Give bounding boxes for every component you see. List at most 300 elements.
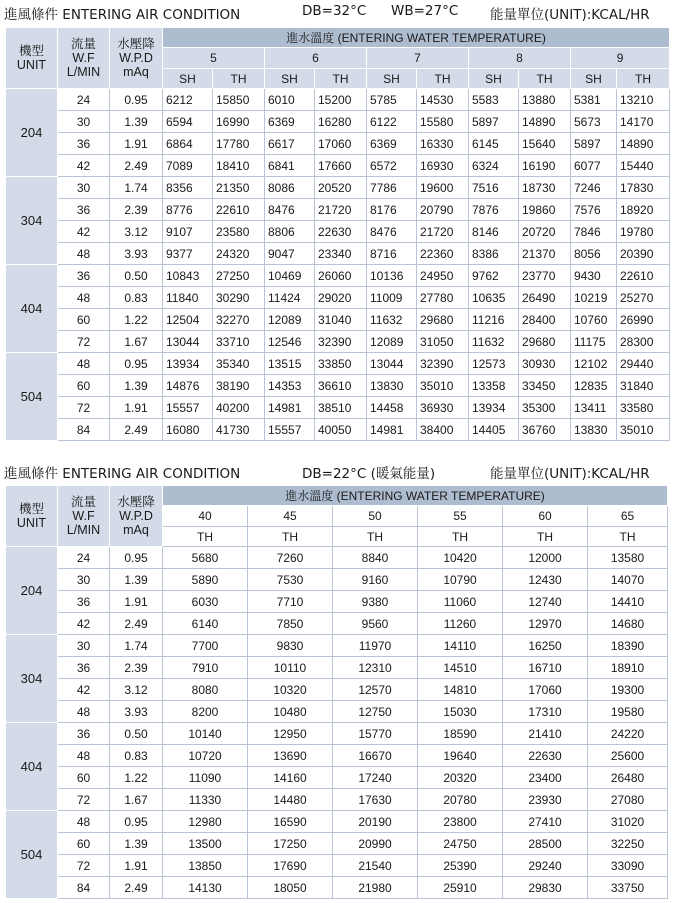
wpd-cell: 1.22 — [110, 309, 163, 331]
capacity-cell: 14170 — [617, 111, 670, 133]
model-cell: 404 — [6, 723, 58, 811]
capacity-cell: 10140 — [163, 723, 248, 745]
capacity-cell: 7876 — [469, 199, 519, 221]
flow-cell: 36 — [58, 657, 110, 679]
capacity-cell: 7910 — [163, 657, 248, 679]
capacity-cell: 7530 — [248, 569, 333, 591]
capacity-cell: 11009 — [367, 287, 417, 309]
total-heat-header: TH — [248, 527, 333, 547]
model-cell: 304 — [6, 635, 58, 723]
sensible-heat-header: SH — [469, 69, 519, 89]
capacity-cell: 9047 — [265, 243, 315, 265]
capacity-cell: 31020 — [588, 811, 668, 833]
capacity-cell: 10136 — [367, 265, 417, 287]
capacity-cell: 8386 — [469, 243, 519, 265]
capacity-cell: 6212 — [163, 89, 213, 111]
flow-cell: 42 — [58, 221, 110, 243]
capacity-cell: 30930 — [519, 353, 571, 375]
table-row — [6, 309, 670, 331]
capacity-cell: 9762 — [469, 265, 519, 287]
flow-cell: 60 — [58, 833, 110, 855]
capacity-cell: 17250 — [248, 833, 333, 855]
flow-cell: 48 — [58, 243, 110, 265]
capacity-cell: 12970 — [503, 613, 588, 635]
capacity-cell: 9107 — [163, 221, 213, 243]
capacity-cell: 13690 — [248, 745, 333, 767]
capacity-cell: 20780 — [418, 789, 503, 811]
table-row — [6, 833, 668, 855]
wpd-cell: 1.67 — [110, 331, 163, 353]
capacity-cell: 6841 — [265, 155, 315, 177]
capacity-cell: 22630 — [503, 745, 588, 767]
capacity-cell: 17830 — [617, 177, 670, 199]
capacity-cell: 12573 — [469, 353, 519, 375]
capacity-cell: 8080 — [163, 679, 248, 701]
capacity-cell: 18590 — [418, 723, 503, 745]
flow-cell: 60 — [58, 767, 110, 789]
flow-cell: 30 — [58, 177, 110, 199]
capacity-cell: 15557 — [163, 397, 213, 419]
capacity-cell: 13850 — [163, 855, 248, 877]
table-row — [6, 701, 668, 723]
capacity-cell: 15440 — [617, 155, 670, 177]
capacity-cell: 6369 — [367, 133, 417, 155]
capacity-cell: 5897 — [571, 133, 617, 155]
capacity-cell: 17630 — [333, 789, 418, 811]
capacity-cell: 6122 — [367, 111, 417, 133]
capacity-cell: 10219 — [571, 287, 617, 309]
table-row — [6, 613, 668, 635]
capacity-cell: 19860 — [519, 199, 571, 221]
dry-bulb-label: DB=22°C (暖氣能量) — [302, 466, 436, 482]
flow-cell: 60 — [58, 375, 110, 397]
capacity-cell: 11260 — [418, 613, 503, 635]
capacity-cell: 29020 — [315, 287, 367, 309]
total-heat-header: TH — [588, 527, 668, 547]
capacity-cell: 12980 — [163, 811, 248, 833]
flow-header: 流量 W.F L/MIN — [58, 28, 110, 89]
heating-title-row — [0, 459, 673, 481]
capacity-cell: 17660 — [315, 155, 367, 177]
capacity-cell: 33710 — [213, 331, 265, 353]
wpd-cell: 1.91 — [110, 133, 163, 155]
capacity-cell: 23930 — [503, 789, 588, 811]
capacity-cell: 24220 — [588, 723, 668, 745]
water-temp-60: 60 — [503, 506, 588, 527]
capacity-cell: 24750 — [418, 833, 503, 855]
heating-table-body — [6, 547, 668, 899]
capacity-cell: 8476 — [367, 221, 417, 243]
capacity-cell: 33580 — [617, 397, 670, 419]
table-row — [6, 767, 668, 789]
table-row — [6, 375, 670, 397]
table-row — [6, 635, 668, 657]
capacity-cell: 11632 — [469, 331, 519, 353]
capacity-cell: 31050 — [417, 331, 469, 353]
wpd-cell: 2.39 — [110, 657, 163, 679]
capacity-cell: 14981 — [367, 419, 417, 441]
capacity-cell: 8776 — [163, 199, 213, 221]
capacity-cell: 8356 — [163, 177, 213, 199]
table-row — [6, 221, 670, 243]
model-cell: 204 — [6, 89, 58, 177]
capacity-cell: 8146 — [469, 221, 519, 243]
capacity-cell: 21720 — [417, 221, 469, 243]
heating-table-header — [6, 486, 668, 547]
wpd-cell: 0.83 — [110, 745, 163, 767]
wpd-cell: 1.39 — [110, 569, 163, 591]
capacity-cell: 8840 — [333, 547, 418, 569]
capacity-cell: 26490 — [519, 287, 571, 309]
capacity-cell: 14810 — [418, 679, 503, 701]
capacity-cell: 14410 — [588, 591, 668, 613]
table-row — [6, 397, 670, 419]
flow-cell: 24 — [58, 89, 110, 111]
capacity-cell: 19300 — [588, 679, 668, 701]
capacity-cell: 16590 — [248, 811, 333, 833]
capacity-cell: 10110 — [248, 657, 333, 679]
capacity-cell: 7576 — [571, 199, 617, 221]
wpd-cell: 1.74 — [110, 177, 163, 199]
wpd-cell: 1.91 — [110, 397, 163, 419]
capacity-cell: 35010 — [617, 419, 670, 441]
wpd-cell: 0.50 — [110, 265, 163, 287]
capacity-cell: 11840 — [163, 287, 213, 309]
table-row — [6, 569, 668, 591]
capacity-cell: 21350 — [213, 177, 265, 199]
wpd-cell: 1.22 — [110, 767, 163, 789]
capacity-cell: 9830 — [248, 635, 333, 657]
wpd-cell: 1.39 — [110, 833, 163, 855]
capacity-cell: 6572 — [367, 155, 417, 177]
capacity-cell: 23770 — [519, 265, 571, 287]
water-temp-45: 45 — [248, 506, 333, 527]
capacity-cell: 9380 — [333, 591, 418, 613]
wpd-cell: 0.95 — [110, 353, 163, 375]
capacity-cell: 14680 — [588, 613, 668, 635]
capacity-cell: 20790 — [417, 199, 469, 221]
capacity-cell: 14070 — [588, 569, 668, 591]
sensible-heat-header: SH — [367, 69, 417, 89]
capacity-cell: 20190 — [333, 811, 418, 833]
capacity-cell: 8086 — [265, 177, 315, 199]
table-row — [6, 745, 668, 767]
capacity-cell: 38510 — [315, 397, 367, 419]
flow-cell: 30 — [58, 635, 110, 657]
wpd-cell: 1.74 — [110, 635, 163, 657]
capacity-cell: 12570 — [333, 679, 418, 701]
capacity-cell: 11424 — [265, 287, 315, 309]
flow-cell: 24 — [58, 547, 110, 569]
capacity-cell: 6369 — [265, 111, 315, 133]
wpd-cell: 3.93 — [110, 701, 163, 723]
unit-label: 能量單位(UNIT):KCAL/HR — [490, 466, 650, 482]
capacity-cell: 16280 — [315, 111, 367, 133]
capacity-cell: 10469 — [265, 265, 315, 287]
flow-cell: 36 — [58, 133, 110, 155]
total-heat-header: TH — [417, 69, 469, 89]
capacity-cell: 6324 — [469, 155, 519, 177]
capacity-cell: 11060 — [418, 591, 503, 613]
capacity-cell: 13880 — [519, 89, 571, 111]
capacity-cell: 6010 — [265, 89, 315, 111]
wpd-cell: 0.83 — [110, 287, 163, 309]
capacity-cell: 33750 — [588, 877, 668, 899]
flow-cell: 42 — [58, 155, 110, 177]
wpd-cell: 3.12 — [110, 221, 163, 243]
capacity-cell: 27250 — [213, 265, 265, 287]
capacity-cell: 32250 — [588, 833, 668, 855]
model-cell: 504 — [6, 353, 58, 441]
table-row — [6, 199, 670, 221]
total-heat-header: TH — [617, 69, 670, 89]
wpd-cell: 2.49 — [110, 155, 163, 177]
capacity-cell: 14480 — [248, 789, 333, 811]
capacity-cell: 21720 — [315, 199, 367, 221]
capacity-cell: 10320 — [248, 679, 333, 701]
capacity-cell: 17310 — [503, 701, 588, 723]
capacity-cell: 13044 — [367, 353, 417, 375]
wpd-cell: 2.49 — [110, 419, 163, 441]
table-row — [6, 789, 668, 811]
capacity-cell: 5897 — [469, 111, 519, 133]
sensible-heat-header: SH — [571, 69, 617, 89]
capacity-cell: 23800 — [418, 811, 503, 833]
table-row — [6, 177, 670, 199]
flow-cell: 36 — [58, 265, 110, 287]
capacity-cell: 18910 — [588, 657, 668, 679]
wet-bulb-label: WB=27°C — [391, 3, 459, 19]
flow-cell: 84 — [58, 419, 110, 441]
capacity-cell: 31040 — [315, 309, 367, 331]
capacity-cell: 11970 — [333, 635, 418, 657]
total-heat-header: TH — [418, 527, 503, 547]
model-header: 機型 UNIT — [6, 486, 58, 547]
capacity-cell: 15200 — [315, 89, 367, 111]
wpd-header: 水壓降 W.P.D mAq — [110, 486, 163, 547]
capacity-cell: 32390 — [417, 353, 469, 375]
capacity-cell: 17240 — [333, 767, 418, 789]
wpd-cell: 0.95 — [110, 89, 163, 111]
capacity-cell: 13411 — [571, 397, 617, 419]
capacity-cell: 14890 — [617, 133, 670, 155]
capacity-cell: 33090 — [588, 855, 668, 877]
capacity-cell: 5381 — [571, 89, 617, 111]
capacity-cell: 35340 — [213, 353, 265, 375]
wpd-cell: 1.91 — [110, 855, 163, 877]
capacity-cell: 23340 — [315, 243, 367, 265]
capacity-cell: 17690 — [248, 855, 333, 877]
flow-cell: 36 — [58, 199, 110, 221]
capacity-cell: 29680 — [417, 309, 469, 331]
capacity-cell: 10790 — [418, 569, 503, 591]
capacity-cell: 13500 — [163, 833, 248, 855]
total-heat-header: TH — [213, 69, 265, 89]
capacity-cell: 10420 — [418, 547, 503, 569]
cooling-title-row — [0, 0, 673, 22]
capacity-cell: 18050 — [248, 877, 333, 899]
wpd-cell: 0.95 — [110, 811, 163, 833]
capacity-cell: 21370 — [519, 243, 571, 265]
capacity-cell: 14458 — [367, 397, 417, 419]
flow-cell: 72 — [58, 331, 110, 353]
wpd-cell: 1.91 — [110, 591, 163, 613]
capacity-cell: 13830 — [367, 375, 417, 397]
flow-cell: 72 — [58, 855, 110, 877]
capacity-cell: 27410 — [503, 811, 588, 833]
capacity-cell: 17060 — [315, 133, 367, 155]
capacity-cell: 12102 — [571, 353, 617, 375]
heating-section — [0, 459, 673, 895]
capacity-cell: 12740 — [503, 591, 588, 613]
capacity-cell: 8056 — [571, 243, 617, 265]
capacity-cell: 14981 — [265, 397, 315, 419]
table-row — [6, 591, 668, 613]
capacity-cell: 13515 — [265, 353, 315, 375]
capacity-cell: 14110 — [418, 635, 503, 657]
capacity-cell: 29830 — [503, 877, 588, 899]
capacity-cell: 27780 — [417, 287, 469, 309]
flow-cell: 36 — [58, 723, 110, 745]
flow-cell: 84 — [58, 877, 110, 899]
flow-header: 流量 W.F L/MIN — [58, 486, 110, 547]
water-temp-header: 進水溫度 (ENTERING WATER TEMPERATURE) — [163, 28, 670, 48]
flow-cell: 72 — [58, 397, 110, 419]
capacity-cell: 13830 — [571, 419, 617, 441]
capacity-cell: 14160 — [248, 767, 333, 789]
capacity-cell: 20520 — [315, 177, 367, 199]
capacity-cell: 6145 — [469, 133, 519, 155]
capacity-cell: 16930 — [417, 155, 469, 177]
model-cell: 404 — [6, 265, 58, 353]
capacity-cell: 12950 — [248, 723, 333, 745]
capacity-cell: 11090 — [163, 767, 248, 789]
capacity-cell: 14530 — [417, 89, 469, 111]
capacity-cell: 5785 — [367, 89, 417, 111]
capacity-cell: 33450 — [519, 375, 571, 397]
capacity-cell: 32270 — [213, 309, 265, 331]
capacity-cell: 12310 — [333, 657, 418, 679]
capacity-cell: 36930 — [417, 397, 469, 419]
capacity-cell: 28400 — [519, 309, 571, 331]
flow-cell: 60 — [58, 309, 110, 331]
table-row — [6, 657, 668, 679]
capacity-cell: 28500 — [503, 833, 588, 855]
capacity-cell: 19600 — [417, 177, 469, 199]
capacity-cell: 14405 — [469, 419, 519, 441]
capacity-cell: 6030 — [163, 591, 248, 613]
water-temp-5: 5 — [163, 48, 265, 69]
capacity-cell: 35300 — [519, 397, 571, 419]
capacity-cell: 33850 — [315, 353, 367, 375]
capacity-cell: 14130 — [163, 877, 248, 899]
capacity-cell: 12546 — [265, 331, 315, 353]
capacity-cell: 6617 — [265, 133, 315, 155]
flow-cell: 48 — [58, 811, 110, 833]
table-row — [6, 855, 668, 877]
table-row — [6, 111, 670, 133]
capacity-cell: 21980 — [333, 877, 418, 899]
capacity-cell: 16080 — [163, 419, 213, 441]
flow-cell: 72 — [58, 789, 110, 811]
capacity-cell: 21540 — [333, 855, 418, 877]
capacity-cell: 24320 — [213, 243, 265, 265]
capacity-cell: 17780 — [213, 133, 265, 155]
capacity-cell: 13934 — [469, 397, 519, 419]
capacity-cell: 7846 — [571, 221, 617, 243]
capacity-cell: 15557 — [265, 419, 315, 441]
capacity-cell: 5680 — [163, 547, 248, 569]
total-heat-header: TH — [503, 527, 588, 547]
table-row — [6, 877, 668, 899]
wpd-cell: 0.50 — [110, 723, 163, 745]
flow-cell: 30 — [58, 111, 110, 133]
capacity-cell: 20320 — [418, 767, 503, 789]
capacity-cell: 10635 — [469, 287, 519, 309]
capacity-cell: 22610 — [213, 199, 265, 221]
unit-label: 能量單位(UNIT):KCAL/HR — [490, 7, 650, 23]
capacity-cell: 22360 — [417, 243, 469, 265]
capacity-cell: 29440 — [617, 353, 670, 375]
capacity-cell: 32390 — [315, 331, 367, 353]
capacity-cell: 15640 — [519, 133, 571, 155]
wpd-cell: 3.93 — [110, 243, 163, 265]
total-heat-header: TH — [333, 527, 418, 547]
water-temp-8: 8 — [469, 48, 571, 69]
capacity-cell: 10843 — [163, 265, 213, 287]
table-row — [6, 243, 670, 265]
cooling-table — [5, 27, 670, 441]
wpd-cell: 1.39 — [110, 375, 163, 397]
capacity-cell: 12089 — [265, 309, 315, 331]
air-condition-label: 進風條件 ENTERING AIR CONDITION — [4, 466, 241, 482]
water-temp-9: 9 — [571, 48, 670, 69]
model-cell: 304 — [6, 177, 58, 265]
table-row — [6, 287, 670, 309]
capacity-cell: 18920 — [617, 199, 670, 221]
wpd-cell: 2.49 — [110, 877, 163, 899]
capacity-cell: 5583 — [469, 89, 519, 111]
table-row — [6, 331, 670, 353]
capacity-cell: 22610 — [617, 265, 670, 287]
capacity-cell: 35010 — [417, 375, 469, 397]
capacity-cell: 15580 — [417, 111, 469, 133]
capacity-cell: 16990 — [213, 111, 265, 133]
sensible-heat-header: SH — [163, 69, 213, 89]
flow-cell: 30 — [58, 569, 110, 591]
capacity-cell: 10480 — [248, 701, 333, 723]
capacity-cell: 40050 — [315, 419, 367, 441]
capacity-cell: 20990 — [333, 833, 418, 855]
capacity-cell: 11330 — [163, 789, 248, 811]
capacity-cell: 15850 — [213, 89, 265, 111]
capacity-cell: 5673 — [571, 111, 617, 133]
flow-cell: 48 — [58, 287, 110, 309]
flow-cell: 42 — [58, 679, 110, 701]
water-temp-55: 55 — [418, 506, 503, 527]
capacity-cell: 25910 — [418, 877, 503, 899]
capacity-cell: 7246 — [571, 177, 617, 199]
table-row — [6, 723, 668, 745]
capacity-cell: 7786 — [367, 177, 417, 199]
model-cell: 504 — [6, 811, 58, 899]
capacity-cell: 12835 — [571, 375, 617, 397]
capacity-cell: 10760 — [571, 309, 617, 331]
flow-cell: 36 — [58, 591, 110, 613]
table-row — [6, 419, 670, 441]
capacity-cell: 20720 — [519, 221, 571, 243]
capacity-cell: 18390 — [588, 635, 668, 657]
